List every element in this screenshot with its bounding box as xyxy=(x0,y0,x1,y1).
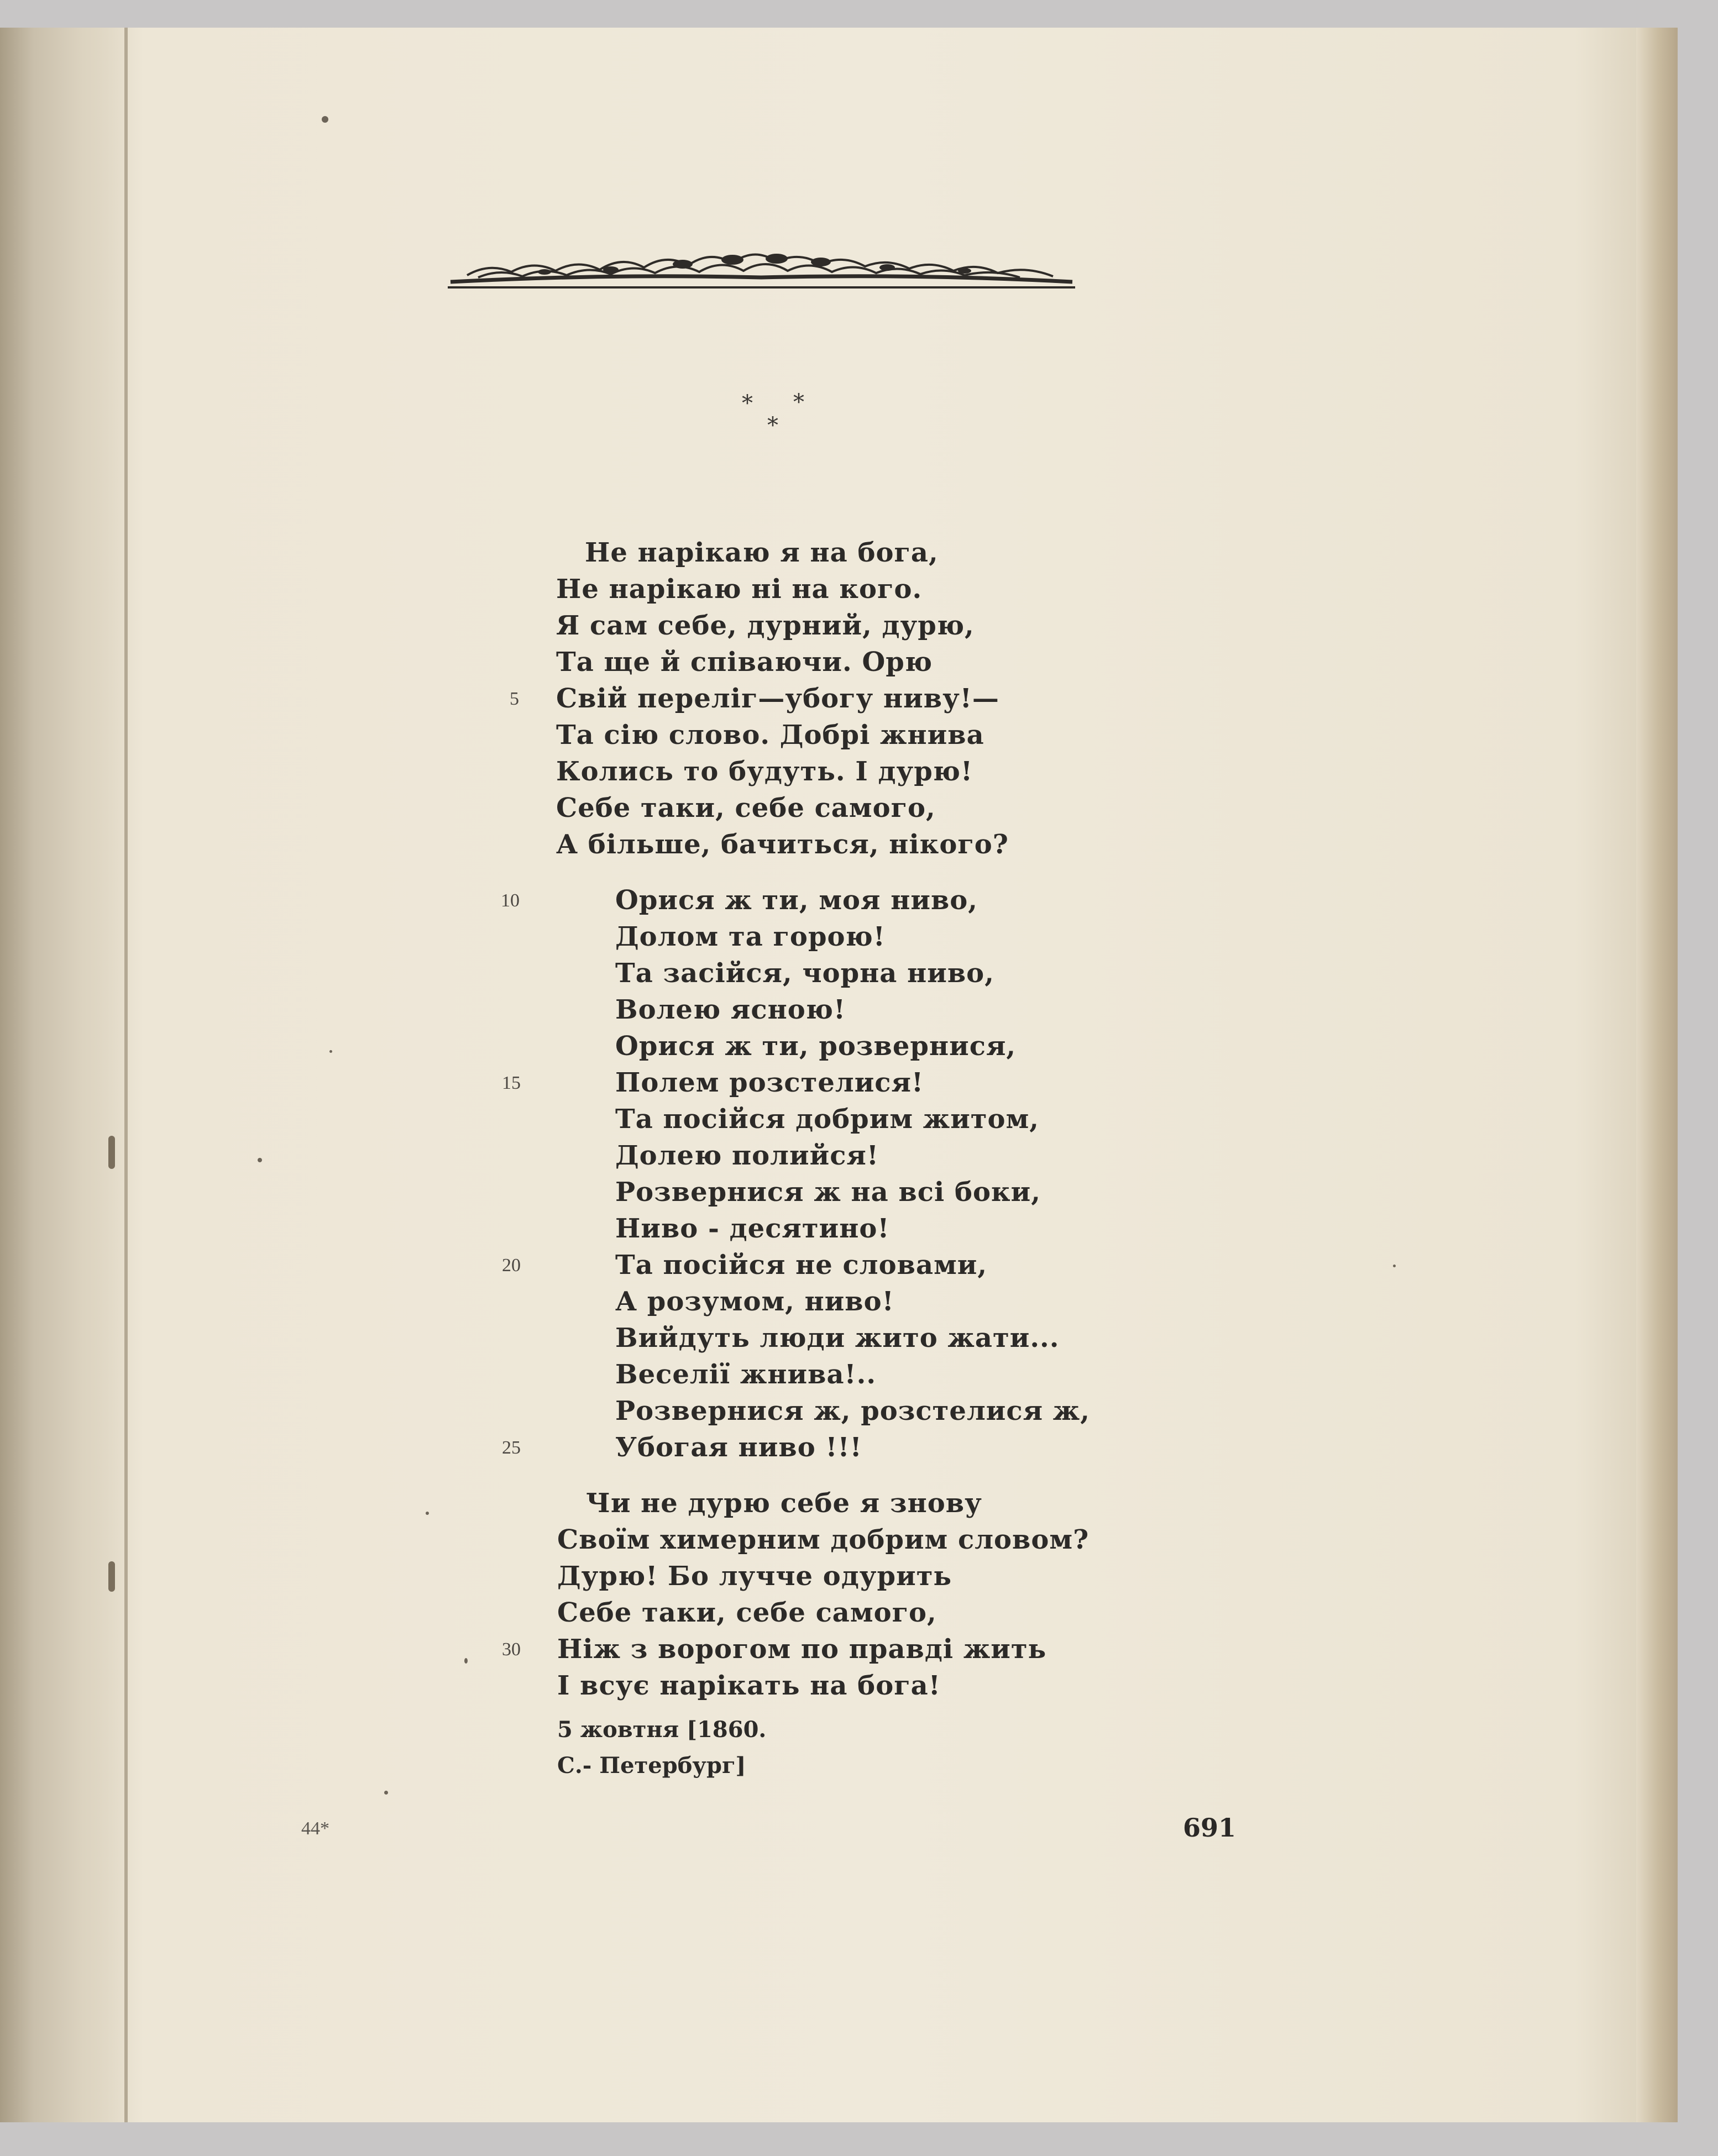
line-number: 25 xyxy=(502,1438,521,1458)
svg-text:*: * xyxy=(793,390,804,415)
line-number: 20 xyxy=(502,1255,521,1276)
poem-line: Веселії жнива!.. xyxy=(615,1359,877,1390)
poem-line: Долом та горою! xyxy=(615,921,886,952)
line-number: 30 xyxy=(502,1639,521,1660)
poem-line: Ніж з ворогом по правді жить xyxy=(557,1634,1047,1665)
svg-text:*: * xyxy=(767,413,778,438)
poem-line: Орися ж ти, моя ниво, xyxy=(615,885,978,916)
poem-line: Не нарікаю ні на кого. xyxy=(556,574,923,605)
poem-line: Та посійся не словами, xyxy=(615,1250,988,1281)
speck xyxy=(329,1050,332,1053)
signature-mark: 44* xyxy=(301,1818,329,1839)
poem-line: Та сію слово. Добрі жнива xyxy=(556,720,984,751)
poem-line: Убогая ниво !!! xyxy=(615,1432,862,1463)
poem-line: Та засійся, чорна ниво, xyxy=(615,958,994,989)
speck xyxy=(108,1136,115,1169)
poem-line: Та посійся добрим житом, xyxy=(615,1104,1039,1135)
poem-line: Свій переліг—убогу ниву!— xyxy=(556,683,999,714)
poem-line: Волею ясною! xyxy=(615,994,846,1025)
poem-line: Розвернися ж на всі боки, xyxy=(615,1177,1041,1208)
speck xyxy=(258,1158,262,1162)
speck xyxy=(108,1561,115,1592)
poem-place: С.- Петербург] xyxy=(557,1753,746,1779)
speck xyxy=(464,1658,468,1664)
speck xyxy=(1393,1265,1396,1267)
line-number: 5 xyxy=(510,689,519,709)
poem-line: Орися ж ти, розвернися, xyxy=(615,1031,1017,1062)
poem-line: Дурю! Бо лучче одурить xyxy=(557,1561,952,1592)
poem-line: А розумом, ниво! xyxy=(615,1286,894,1317)
speck xyxy=(384,1791,388,1795)
poem-line: Чи не дурю себе я знову xyxy=(586,1488,982,1519)
binding-shadow xyxy=(0,28,144,2122)
poem-line: Себе таки, себе самого, xyxy=(557,1597,937,1628)
line-number: 10 xyxy=(501,890,520,911)
speck xyxy=(426,1512,429,1515)
poem-line: Вийдуть люди жито жати... xyxy=(615,1323,1060,1354)
poem-line: Колись то будуть. І дурю! xyxy=(556,756,973,787)
poem-line: А більше, бачиться, нікого? xyxy=(556,829,1009,860)
poem-line: Та ще й співаючи. Орю xyxy=(556,647,933,678)
poem-line: Розвернися ж, розстелися ж, xyxy=(615,1396,1090,1426)
binding-edge xyxy=(124,28,128,2122)
poem-line: І всує нарікать на бога! xyxy=(557,1670,941,1701)
speck xyxy=(322,116,328,123)
page-number: 691 xyxy=(1183,1813,1237,1843)
poem-line: Я сам себе, дурний, дурю, xyxy=(556,610,975,641)
poem-line: Себе таки, себе самого, xyxy=(556,793,936,823)
poem-line: Своїм химерним добрим словом? xyxy=(557,1524,1090,1555)
asterism xyxy=(730,390,824,439)
svg-text:*: * xyxy=(742,391,753,416)
page-stack-edge xyxy=(1636,28,1678,2122)
poem-line: Полем розстелися! xyxy=(615,1067,924,1098)
poem-line: Ниво - десятино! xyxy=(615,1213,890,1244)
headpiece-ornament xyxy=(445,243,1078,293)
poem-line: Долею полийся! xyxy=(615,1140,879,1171)
poem-line: Не нарікаю я на бога, xyxy=(585,537,939,568)
poem-date: 5 жовтня [1860. xyxy=(557,1717,767,1743)
line-number: 15 xyxy=(502,1073,521,1093)
